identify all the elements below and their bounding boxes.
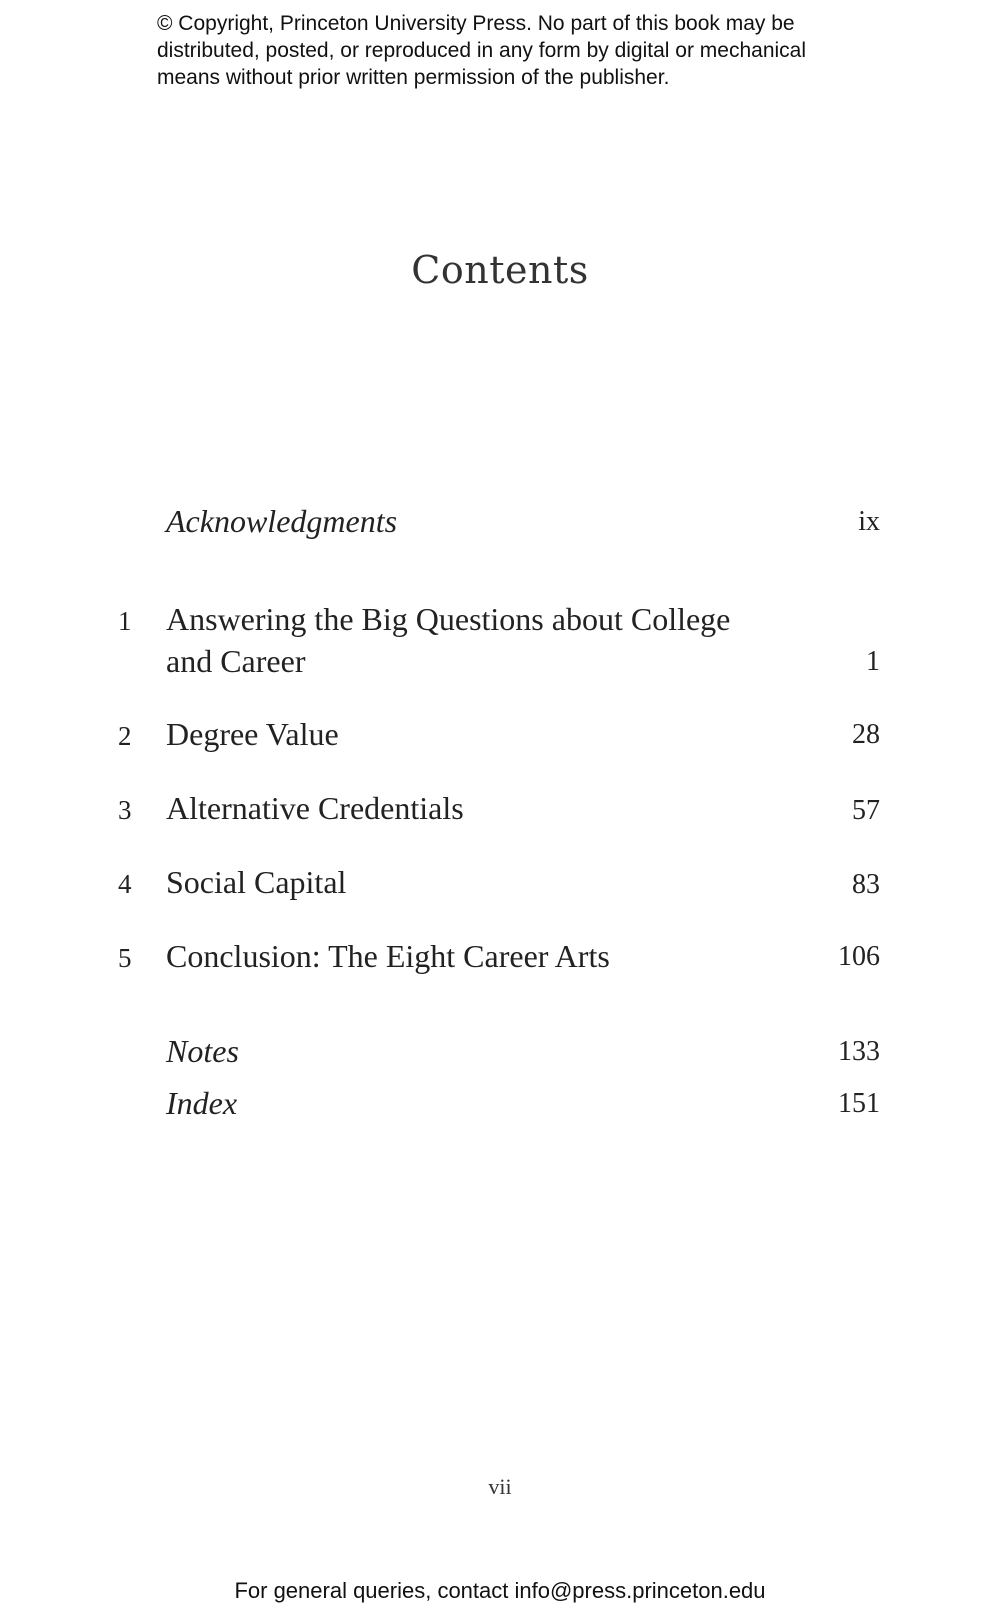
- page-title: Contents: [411, 248, 589, 292]
- toc-entry-title-continued: and Career: [166, 643, 306, 679]
- copyright-line: means without prior written permission of the publisher.: [157, 66, 670, 89]
- toc-entry-number: 2: [118, 721, 132, 751]
- toc-entry-title: Alternative Credentials: [166, 790, 464, 826]
- toc-entry-title: Index: [166, 1085, 238, 1121]
- toc-entry-page: 83: [852, 869, 880, 900]
- copyright-line: © Copyright, Princeton University Press. No part of this book may be: [157, 12, 795, 35]
- toc-entry-page: 28: [852, 719, 880, 750]
- copyright-line: distributed, posted, or reproduced in any form by digital or mechanical: [157, 39, 807, 62]
- toc-entry-page: 57: [852, 795, 880, 826]
- toc-entry-number: 5: [118, 943, 132, 973]
- toc-entry-title: Answering the Big Questions about College: [166, 601, 731, 637]
- toc-entry-number: 1: [118, 606, 132, 636]
- page-number: vii: [488, 1474, 512, 1499]
- toc-entry-number: 4: [118, 869, 132, 899]
- toc-entry-page: 1: [866, 646, 880, 677]
- toc-entry-title: Degree Value: [166, 716, 339, 752]
- toc-entry-title: Notes: [166, 1033, 239, 1069]
- footer-queries: For general queries, contact info@press.princeton.edu: [234, 1578, 766, 1603]
- toc-entry-page: ix: [858, 506, 880, 537]
- copyright-notice: [157, 10, 877, 91]
- toc-entry-page: 106: [838, 941, 880, 972]
- toc-entry-page: 133: [838, 1036, 880, 1067]
- toc-entry-title: Conclusion: The Eight Career Arts: [166, 938, 610, 974]
- toc-entry-page: 151: [838, 1088, 880, 1119]
- toc-entry-number: 3: [118, 795, 132, 825]
- toc-entry-title: Social Capital: [166, 864, 347, 900]
- toc-entry-title: Acknowledgments: [166, 503, 398, 539]
